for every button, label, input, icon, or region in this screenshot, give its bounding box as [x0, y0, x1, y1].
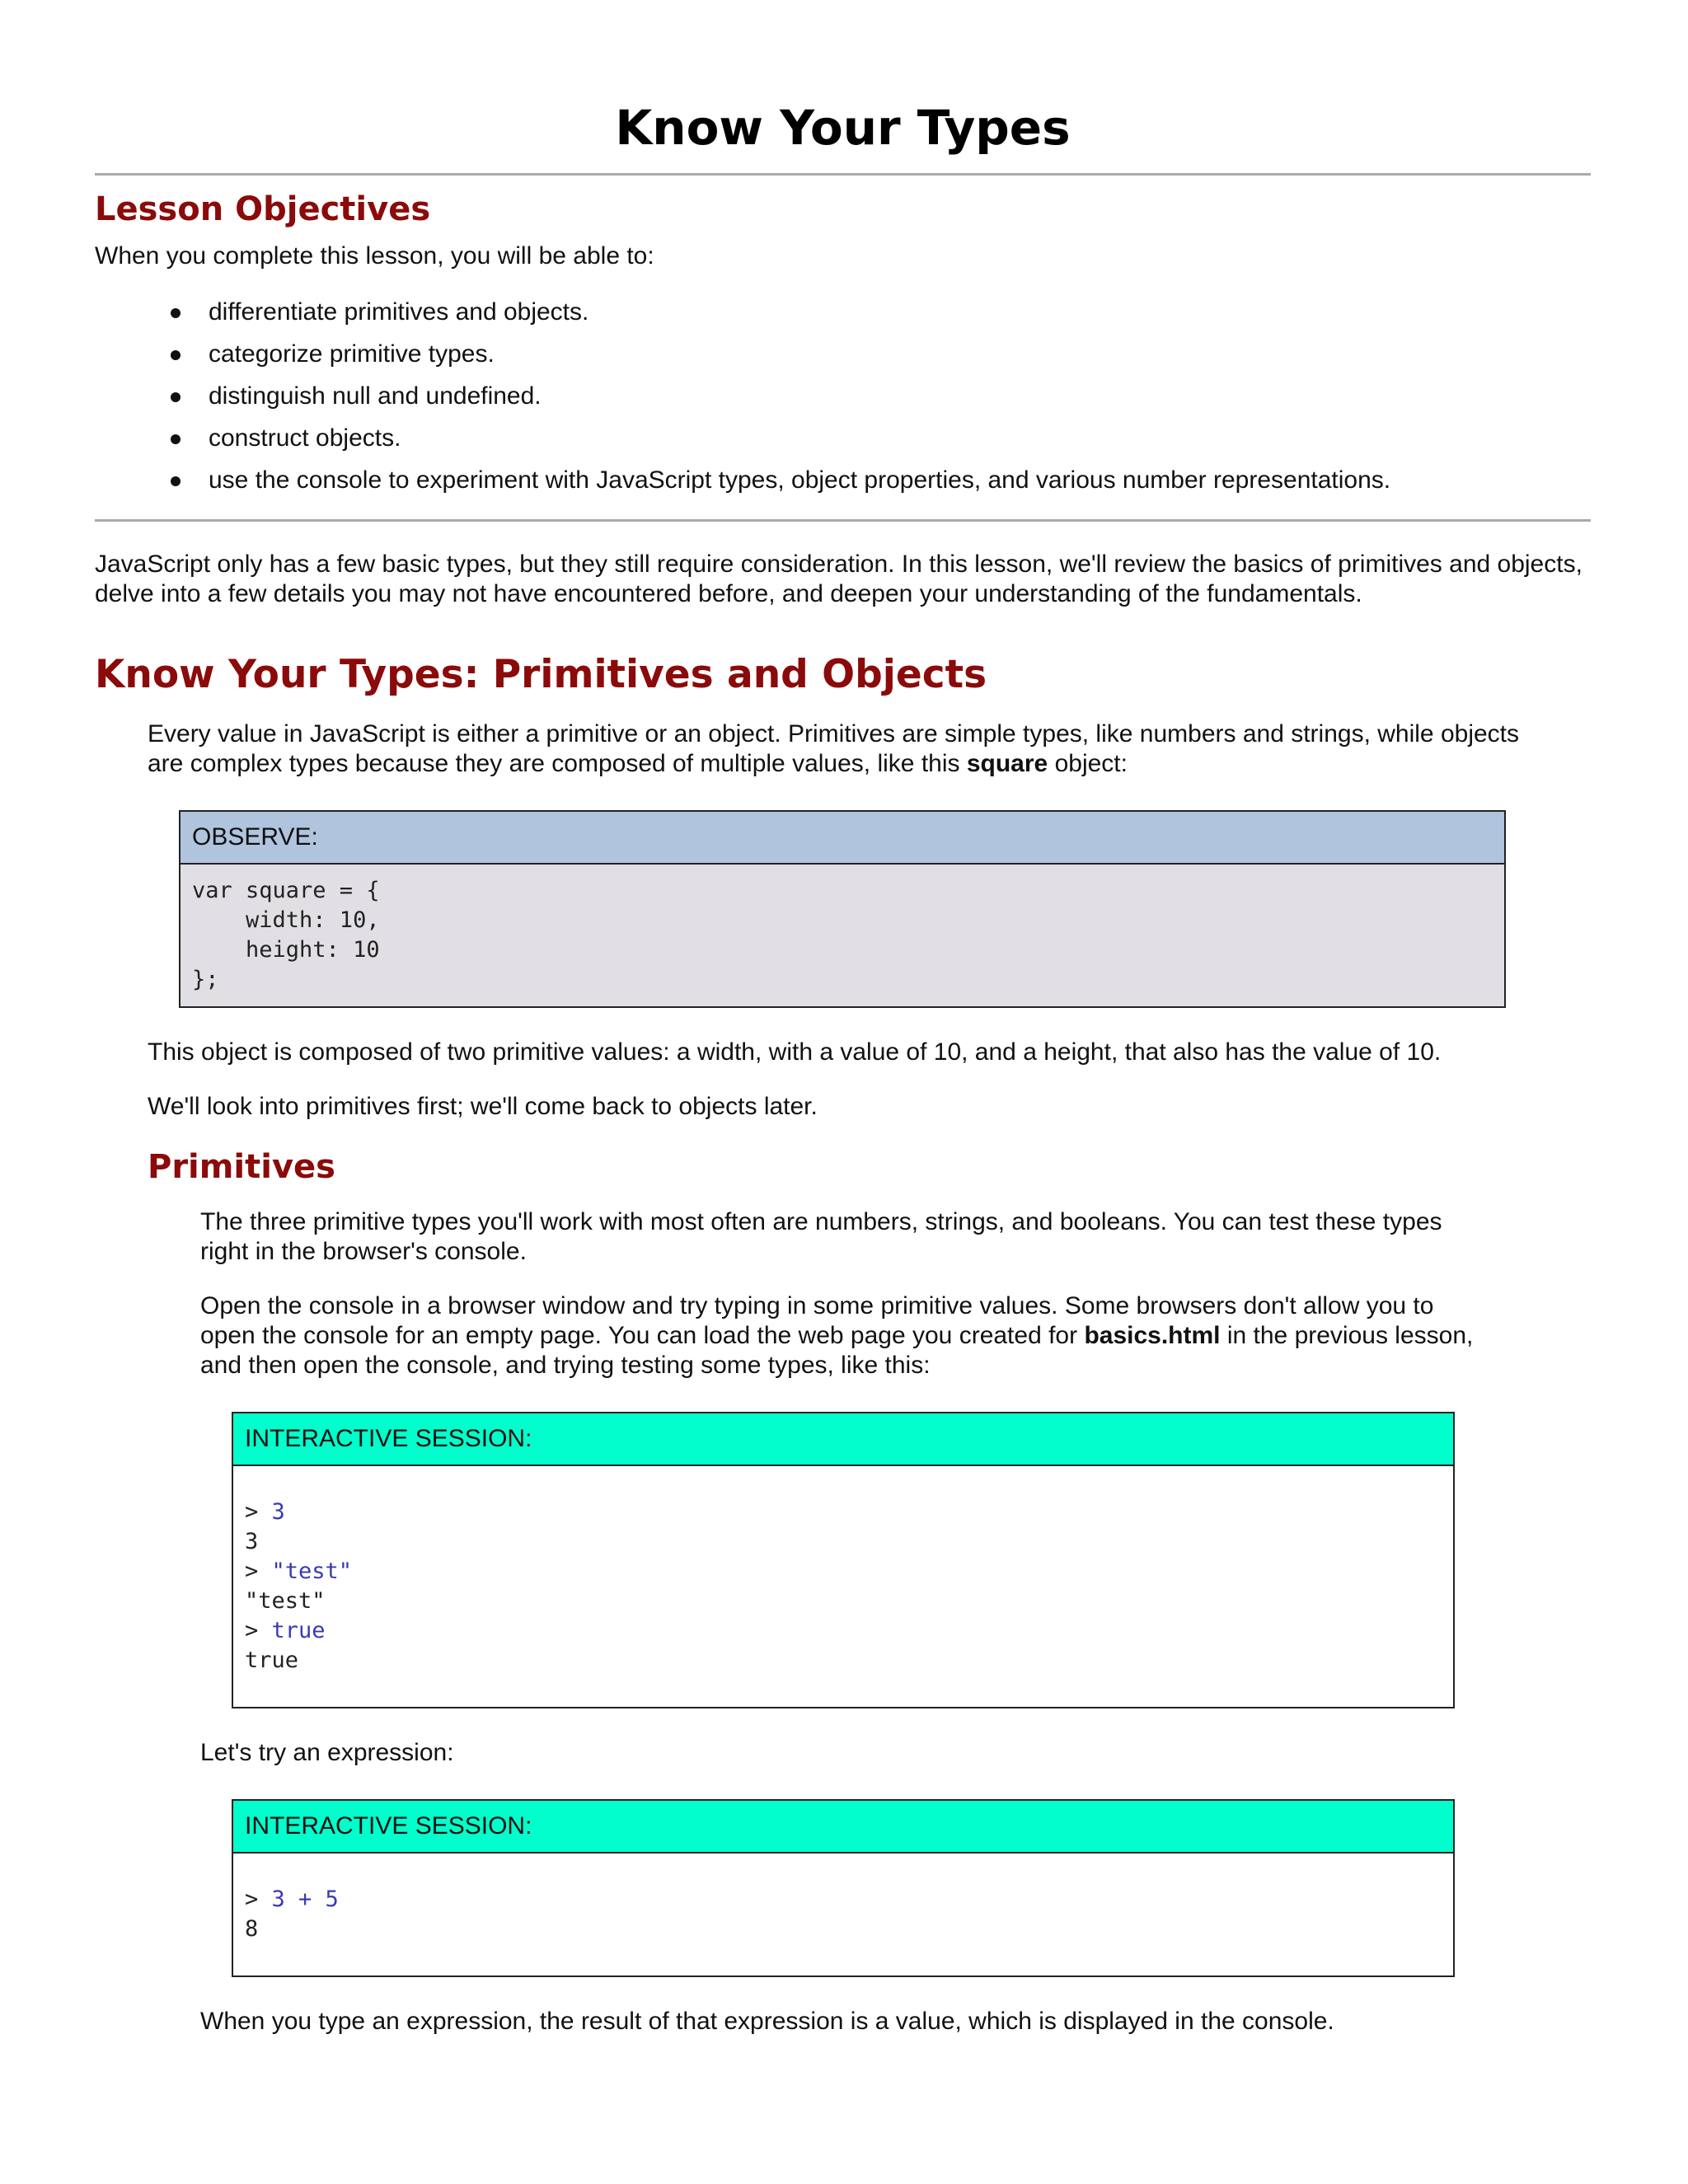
interactive-session-1 — [232, 1412, 1455, 1708]
console-output: "test" — [245, 1588, 326, 1614]
console-input: 3 — [271, 1499, 285, 1525]
session-2-console[interactable] — [245, 1885, 1442, 1944]
primitives-paragraph-1: The three primitive types you'll work with most often are numbers, strings, and booleans. You can test these types right in the browser's console. — [200, 1208, 1442, 1265]
observe-label: OBSERVE: — [181, 812, 1504, 865]
observe-box — [179, 810, 1506, 1008]
lesson-page — [95, 91, 1591, 2036]
session-1-console[interactable] — [245, 1497, 1442, 1675]
observe-code[interactable]: var square = { width: 10, height: 10 }; — [192, 878, 380, 992]
primitives-heading: Primitives — [148, 1148, 335, 1186]
console-prompt: > — [245, 1886, 272, 1912]
primitives-body — [200, 1207, 1486, 2036]
primitives-paragraph-2 — [200, 1291, 1486, 1380]
console-prompt: > — [245, 1499, 272, 1525]
section-body — [148, 719, 1540, 2036]
console-prompt: > — [245, 1618, 272, 1643]
section-p1-end: object: — [1048, 750, 1128, 777]
objectives-list — [95, 291, 1591, 501]
primitives-p2-end: in the previous lesson, and then open the console, and trying testing some types, like this: — [200, 1322, 1474, 1379]
objectives-divider — [95, 519, 1591, 522]
section-paragraph-3: We'll look into primitives first; we'll come back to objects later. — [148, 1093, 818, 1120]
session-1-body — [233, 1466, 1453, 1707]
intro-paragraph: JavaScript only has a few basic types, but they still require consideration. In this lesson, we'll review the basics of primitives and objects, delve into a few details you may not have encountered before, and deepen your understanding of the fundamentals. — [95, 551, 1582, 607]
console-input: "test" — [271, 1558, 353, 1584]
console-output: true — [245, 1647, 299, 1673]
list-item: use the console to experiment with JavaScript types, object properties, and various number representations. — [95, 459, 1591, 501]
console-prompt: > — [245, 1558, 272, 1584]
session-1-label: INTERACTIVE SESSION: — [233, 1413, 1453, 1466]
console-input: true — [271, 1618, 326, 1643]
section-paragraph-1 — [148, 719, 1540, 779]
primitives-paragraph-4: When you type an expression, the result of that expression is a value, which is displayed in the console. — [200, 2008, 1334, 2035]
console-output: 8 — [245, 1916, 259, 1942]
interactive-session-2 — [232, 1799, 1455, 1977]
basics-file-name: basics.html — [1084, 1322, 1221, 1349]
objectives-intro: When you complete this lesson, you will be able to: — [95, 242, 654, 269]
title-divider — [95, 173, 1591, 176]
square-keyword: square — [966, 750, 1048, 777]
list-item: categorize primitive types. — [95, 333, 1591, 375]
console-output: 3 — [245, 1529, 259, 1554]
primitives-p2-text: Open the console in a browser window and try typing in some primitive values. Some browsers don't allow you to open the console for an empty page. You can load the web page you created for — [200, 1292, 1434, 1349]
page-title: Know Your Types — [615, 100, 1071, 156]
observe-body — [181, 865, 1504, 1006]
section-p1-text: Every value in JavaScript is either a primitive or an object. Primitives are simple types, like numbers and strings, while objects are complex types because they are composed of multiple values, like this — [148, 720, 1520, 777]
session-2-body — [233, 1854, 1453, 1975]
list-item: differentiate primitives and objects. — [95, 291, 1591, 333]
objectives-heading: Lesson Objectives — [95, 190, 431, 228]
section-paragraph-2: This object is composed of two primitive values: a width, with a value of 10, and a height, that also has the value of 10. — [148, 1038, 1442, 1066]
console-input: 3 + 5 — [271, 1886, 339, 1912]
list-item: construct objects. — [95, 417, 1591, 459]
section-heading: Know Your Types: Primitives and Objects — [95, 652, 987, 697]
list-item: distinguish null and undefined. — [95, 375, 1591, 417]
primitives-paragraph-3: Let's try an expression: — [200, 1739, 454, 1766]
session-2-label: INTERACTIVE SESSION: — [233, 1801, 1453, 1854]
